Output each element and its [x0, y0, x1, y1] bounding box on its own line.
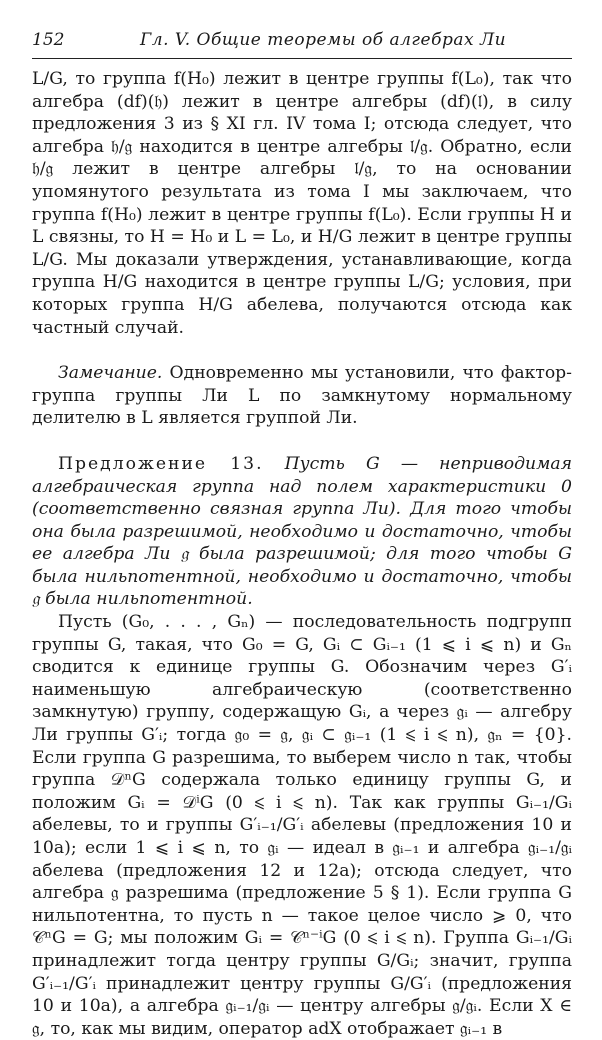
page-number: 152 [32, 30, 65, 50]
page-body [32, 68, 572, 1040]
page-header [32, 24, 572, 59]
paragraph-proposition [32, 453, 572, 611]
paragraph-proof: Пусть (G₀, . . . , Gₙ) — последовательность подгрупп группы G, такая, что G₀ = G, Gᵢ ⊂ Gᵢ₋₁ (1 ⩽ i ⩽ n) и Gₙ сводится к единице группы G. Обозначим через G′ᵢ наименьшую алгебраическую (соответственно замкнутую) группу, содержащую Gᵢ, а через 𝔤ᵢ — алгебру Ли группы G′ᵢ; тогда 𝔤₀ = 𝔤, 𝔤ᵢ ⊂ 𝔤ᵢ₋₁ (1 ⩽ i ⩽ n), 𝔤ₙ = {0}. Если группа G разрешима, то выберем число n так, чтобы группа 𝒟ⁿG содержала только единицу группы G, и положим Gᵢ = 𝒟ⁱG (0 ⩽ i ⩽ n). Так как группы Gᵢ₋₁/Gᵢ абелевы, то и группы G′ᵢ₋₁/G′ᵢ абелевы (предложения 10 и 10а); если 1 ⩽ i ⩽ n, то 𝔤ᵢ — идеал в 𝔤ᵢ₋₁ и алгебра 𝔤ᵢ₋₁/𝔤ᵢ абелева (предложения 12 и 12а); отсюда следует, что алгебра 𝔤 разрешима (предложение 5 § 1). Если группа G нильпотентна, то пусть n — такое целое число ⩾ 0, что 𝒞ⁿG = G; мы положим Gᵢ = 𝒞ⁿ⁻ⁱG (0 ⩽ i ⩽ n). Группа Gᵢ₋₁/Gᵢ принадлежит тогда центру группы G/Gᵢ; значит, группа G′ᵢ₋₁/G′ᵢ принадлежит центру группы G/G′ᵢ (предложения 10 и 10а), а алгебра 𝔤ᵢ₋₁/𝔤ᵢ — центру алгебры 𝔤/𝔤ᵢ. Если X ∈ 𝔤, то, как мы видим, оператор adX отображает 𝔤ᵢ₋₁ в [32, 612, 572, 1039]
paragraph-gap [32, 430, 572, 453]
remark-text: Одновременно мы установили, что фактор-группа группы Ли L по замкнутому нормальному делителю в L является группой Ли. [32, 363, 572, 429]
paragraph-gap [32, 339, 572, 362]
proposition-label: Предложение 13. [58, 453, 264, 474]
remark-label: Замечание. [58, 363, 163, 384]
running-title: Гл. V. Общие теоремы об алгебрах Ли [140, 30, 507, 50]
paragraph-remark [32, 362, 572, 430]
paragraph-proof-end: L/G, то группа f(H₀) лежит в центре группы f(L₀), так что алгебра (df)(𝔥) лежит в центре алгебры (df)(𝔩), в силу предложения 3 из § XI гл. IV тома I; отсюда следует, что алгебра 𝔥/𝔤 находится в центре алгебры 𝔩/𝔤. Обратно, если 𝔥/𝔤 лежит в центре алгебры 𝔩/𝔤, то на основании упомянутого результата из тома I мы заключаем, что группа f(H₀) лежит в центре группы f(L₀). Если группы H и L связны, то H = H₀ и L = L₀, и H/G лежит в центре группы L/G. Мы доказали утверждения, устанавливающие, когда группа H/G находится в центре группы L/G; условия, при которых группа H/G абелева, получаются отсюда как частный случай. [32, 69, 572, 338]
proposition-text: Пусть G — неприводимая алгебраическая группа над полем характеристики 0 (соответственно связная группа Ли). Для того чтобы она была разрешимой, необходимо и достаточно, чтобы ее алгебра Ли 𝔤 была разрешимой; для того чтобы G была нильпотентной, необходимо и достаточно, чтобы 𝔤 была нильпотентной. [32, 453, 572, 610]
